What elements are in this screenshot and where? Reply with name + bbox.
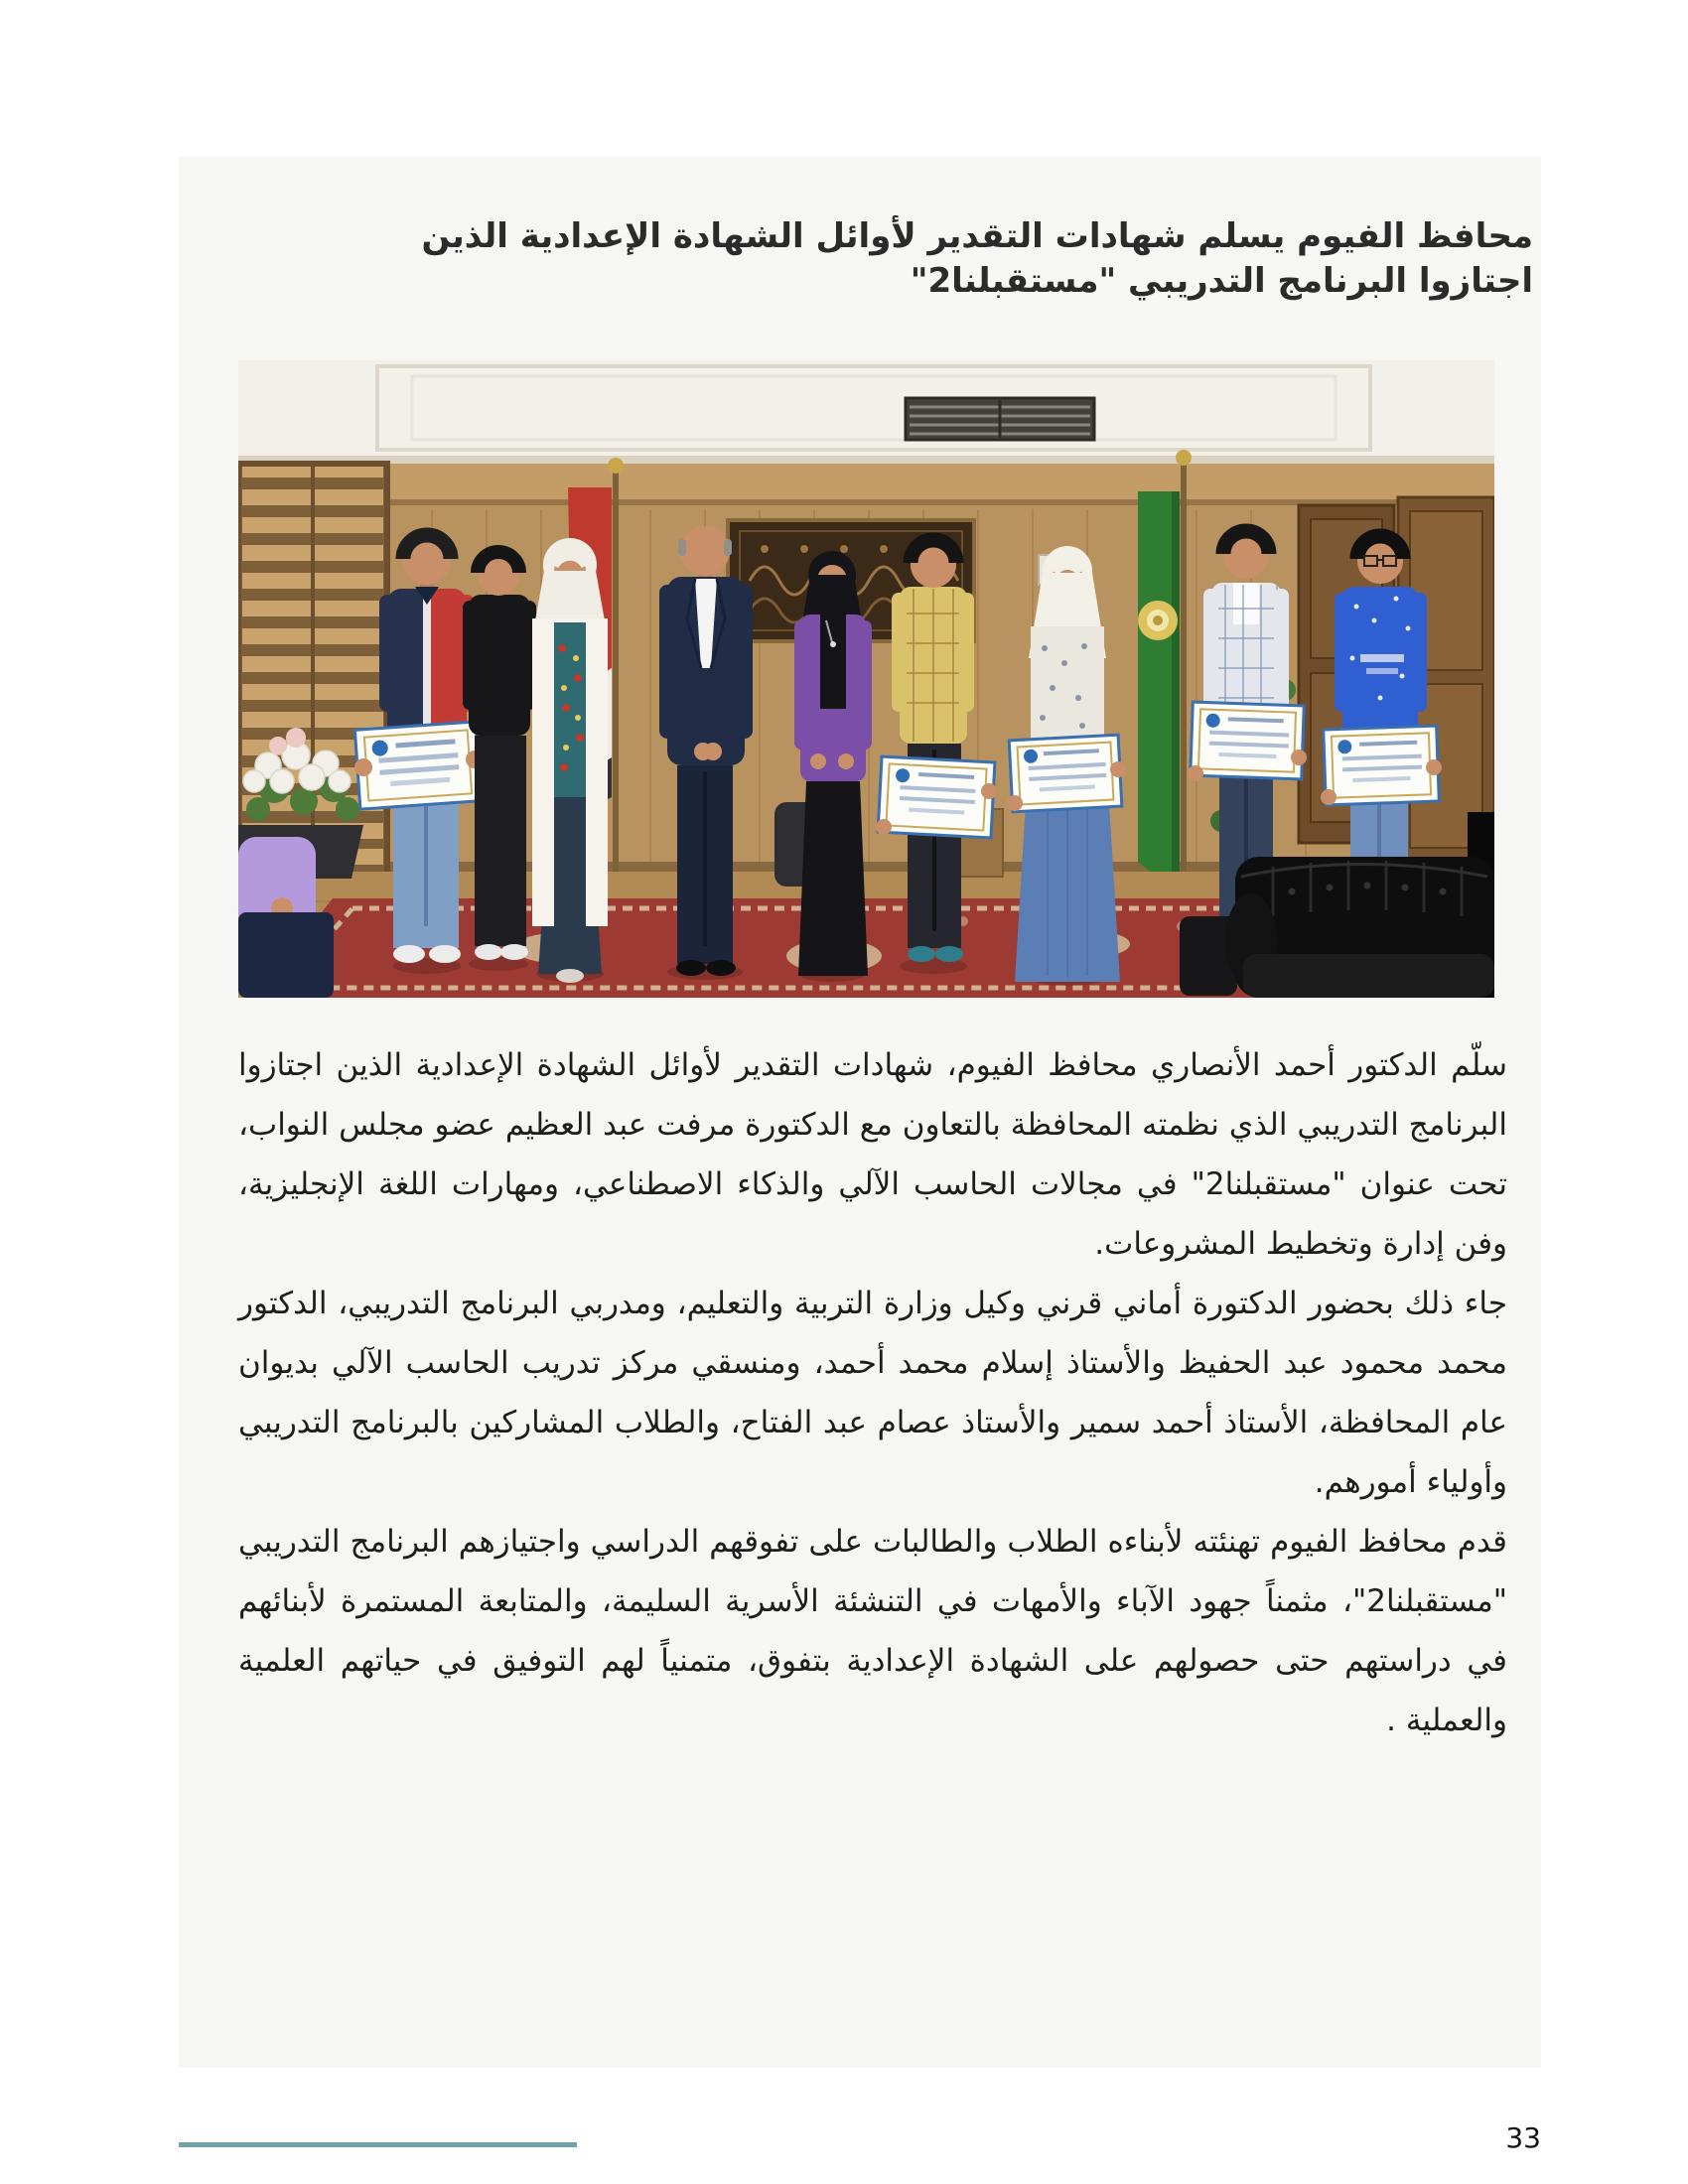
- article-card: [179, 157, 1541, 2068]
- article-body: [238, 1035, 1507, 1750]
- article-paragraph: جاء ذلك بحضور الدكتورة أماني قرني وكيل وزارة التربية والتعليم، ومدربي البرنامج التدريبي، الدكتور محمد محمود عبد الحفيظ والأستاذ إسلام محمد أحمد، ومنسقي مركز تدريب الحاسب الآلي بديوان عام المحافظة، الأستاذ أحمد سمير والأستاذ عصام عبد الفتاح، والطلاب المشاركين بالبرنامج التدريبي وأولياء أمورهم.: [238, 1286, 1507, 1500]
- woman-figure-2: [794, 551, 872, 976]
- certificate-3: [1009, 735, 1122, 812]
- article-title-line-1: محافظ الفيوم يسلم شهادات التقدير لأوائل الشهادة الإعدادية الذين: [421, 216, 1533, 256]
- article-title-line-2: اجتازوا البرنامج التدريبي "مستقبلنا2": [910, 261, 1533, 301]
- ac-vent: [906, 398, 1094, 440]
- article-photo: [238, 360, 1494, 998]
- article-paragraph: قدم محافظ الفيوم تهنئته لأبناءه الطلاب والطالبات على تفوقهم الدراسي واجتيازهم البرنامج التدريبي "مستقبلنا2"، مثمناً جهود الآباء والأمهات في التنشئة الأسرية السليمة، والمتابعة المستمرة لأبنائهم في دراستهم حتى حصولهم على الشهادة الإعدادية بتفوق، متمنياً لهم التوفيق في حياتهم العلمية والعملية .: [238, 1524, 1507, 1738]
- certificate-5: [1324, 726, 1440, 805]
- article-paragraph: سلّم الدكتور أحمد الأنصاري محافظ الفيوم، شهادات التقدير لأوائل الشهادة الإعدادية الذين اجتازوا البرنامج التدريبي الذي نظمته المحافظة بالتعاون مع الدكتورة مرفت عبد العظيم عضو مجلس النواب، تحت عنوان "مستقبلنا2" في مجالات الحاسب الآلي والذكاء الاصطناعي، ومهارات اللغة الإنجليزية، وفن إدارة وتخطيط المشروعات.: [238, 1047, 1507, 1262]
- certificate-4: [1191, 702, 1305, 779]
- page-number: 33: [1505, 2121, 1541, 2154]
- article-title: [214, 214, 1533, 304]
- governorate-flag: [1138, 450, 1192, 904]
- certificate-2: [878, 756, 995, 838]
- footer-divider-line: [179, 2142, 577, 2147]
- certificate-1: [354, 722, 481, 809]
- woman-figure-1: [532, 538, 608, 983]
- ceiling: [238, 360, 1494, 464]
